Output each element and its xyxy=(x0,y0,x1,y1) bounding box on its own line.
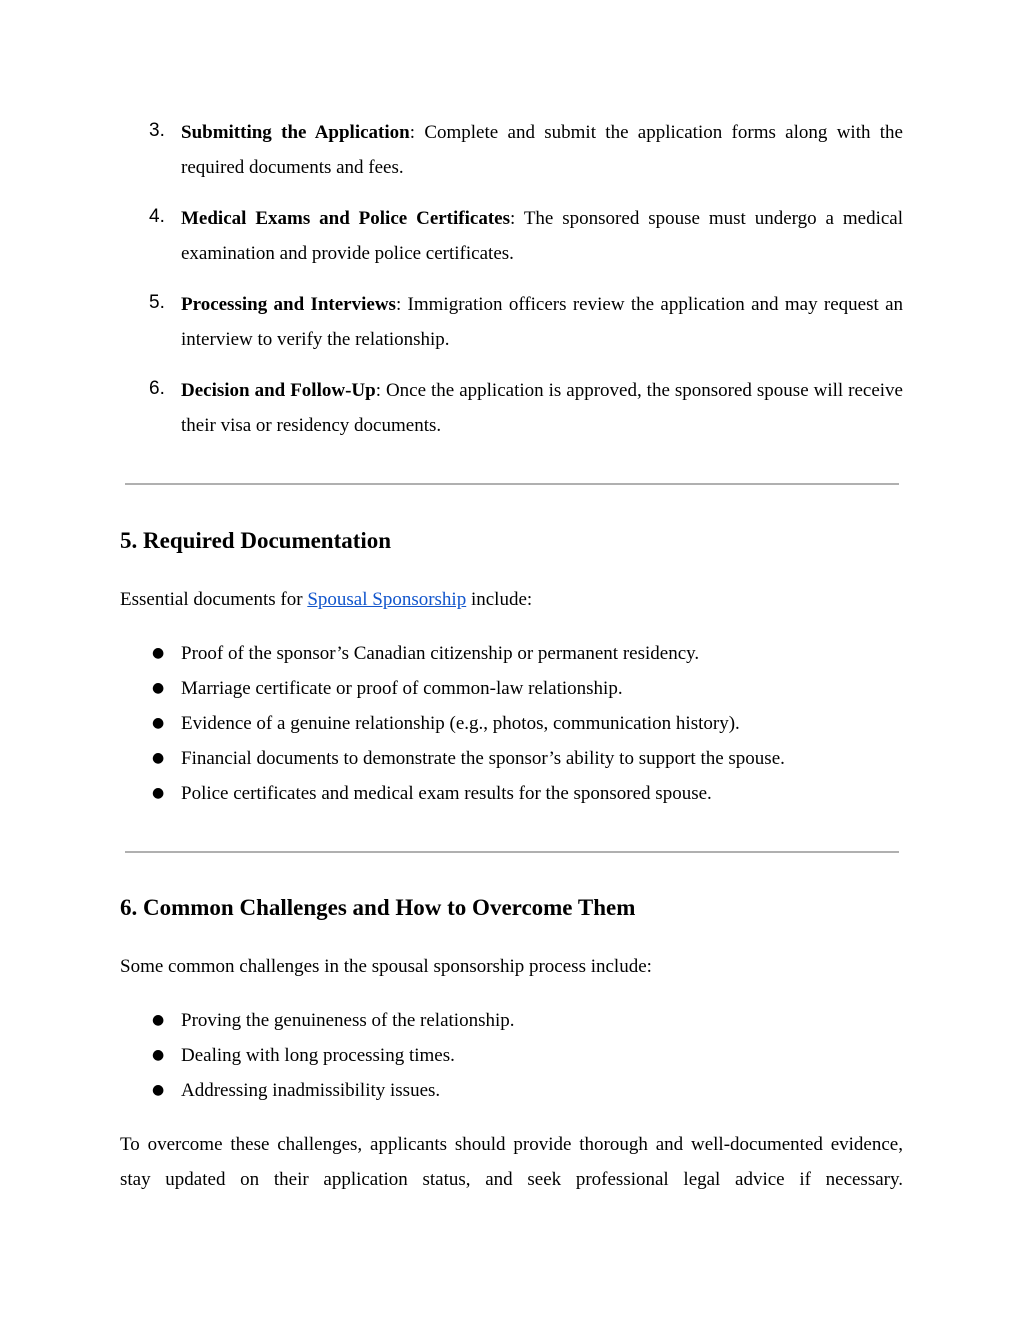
step-text: : Immigration officers review the application and may request an interview to verify the relationship. xyxy=(181,294,904,350)
list-item-text: Proof of the sponsor’s Canadian citizenship or permanent residency. xyxy=(181,643,700,664)
section-heading-common-challenges: 6. Common Challenges and How to Overcome Them xyxy=(120,895,636,920)
step-item-6 xyxy=(120,373,903,443)
bullet-icon: ● xyxy=(152,715,165,731)
step-text: : Once the application is approved, the sponsored spouse will receive their visa or residency documents. xyxy=(181,380,903,436)
section-heading-required-documentation: 5. Required Documentation xyxy=(120,528,392,553)
list-item xyxy=(120,1073,903,1108)
step-title: Decision and Follow-Up xyxy=(181,380,376,401)
list-item xyxy=(120,776,903,811)
list-item-text: Marriage certificate or proof of common-law relationship. xyxy=(181,678,623,699)
intro-text-after: include: xyxy=(466,589,533,610)
spousal-sponsorship-link[interactable]: Spousal Sponsorship xyxy=(307,589,467,610)
list-item xyxy=(120,706,903,741)
list-item xyxy=(120,636,903,671)
process-steps-list xyxy=(120,115,903,459)
step-number: 6. xyxy=(149,378,165,399)
bullet-icon: ● xyxy=(152,680,165,696)
list-item xyxy=(120,1003,903,1038)
step-item-4 xyxy=(120,201,903,271)
step-item-3 xyxy=(120,115,903,185)
step-item-5 xyxy=(120,287,903,357)
step-text: : Complete and submit the application forms along with the required documents and fees. xyxy=(181,122,903,178)
step-number: 5. xyxy=(149,292,165,313)
horizontal-divider xyxy=(125,483,899,485)
bullet-icon: ● xyxy=(152,645,165,661)
step-title: Medical Exams and Police Certificates xyxy=(181,208,510,229)
bullet-icon: ● xyxy=(152,1047,165,1063)
list-item xyxy=(120,671,903,706)
horizontal-divider xyxy=(125,851,899,853)
list-item-text: Addressing inadmissibility issues. xyxy=(181,1080,441,1101)
bullet-icon: ● xyxy=(152,750,165,766)
list-item xyxy=(120,1038,903,1073)
step-number: 4. xyxy=(149,206,165,227)
step-title: Processing and Interviews xyxy=(181,294,396,315)
list-item-text: Police certificates and medical exam results for the sponsored spouse. xyxy=(181,783,712,804)
section6-closing-paragraph: To overcome these challenges, applicants should provide thorough and well-documented evidence, stay updated on their application status, and seek professional legal advice if necessary. xyxy=(120,1134,903,1190)
step-text: : The sponsored spouse must undergo a medical examination and provide police certificates. xyxy=(181,208,903,264)
intro-text-before: Essential documents for xyxy=(120,589,308,610)
list-item-text: Financial documents to demonstrate the sponsor’s ability to support the spouse. xyxy=(181,748,785,769)
section6-intro: Some common challenges in the spousal sponsorship process include: xyxy=(120,956,652,977)
bullet-icon: ● xyxy=(152,1012,165,1028)
section5-intro xyxy=(120,582,903,617)
list-item-text: Evidence of a genuine relationship (e.g., photos, communication history). xyxy=(181,713,740,734)
required-documents-list xyxy=(120,636,903,811)
step-number: 3. xyxy=(149,120,165,141)
list-item xyxy=(120,741,903,776)
list-item-text: Proving the genuineness of the relationship. xyxy=(181,1010,515,1031)
bullet-icon: ● xyxy=(152,1082,165,1098)
challenges-list xyxy=(120,1003,903,1108)
list-item-text: Dealing with long processing times. xyxy=(181,1045,455,1066)
step-title: Submitting the Application xyxy=(181,122,410,143)
bullet-icon: ● xyxy=(152,785,165,801)
